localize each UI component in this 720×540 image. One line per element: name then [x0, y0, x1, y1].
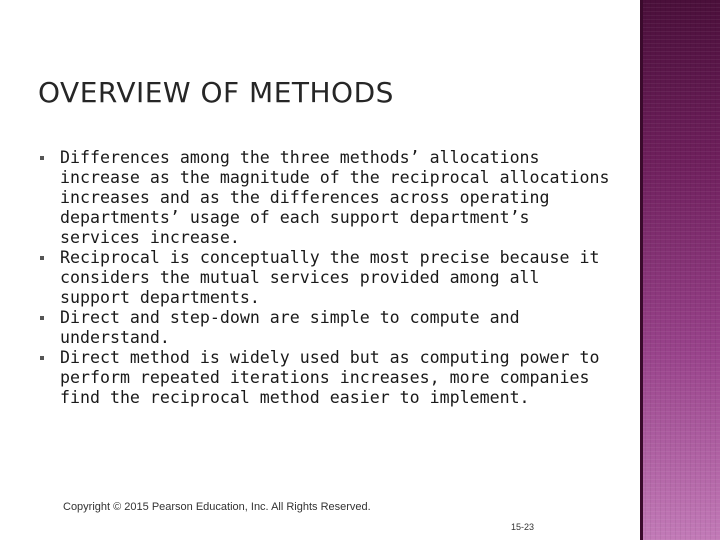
bullet-item — [40, 348, 615, 408]
bullet-text: Direct and step-down are simple to compute and understand. — [60, 308, 520, 347]
bullet-item — [40, 148, 615, 248]
copyright-notice: Copyright © 2015 Pearson Education, Inc. All Rights Reserved. — [63, 501, 371, 513]
bullet-square-icon — [40, 316, 44, 320]
bullet-text: Reciprocal is conceptually the most precise because it considers the mutual services provided among all support departments. — [60, 248, 600, 307]
side-panel-texture — [640, 0, 720, 540]
slide-title: OVERVIEW OF METHODS — [38, 76, 394, 109]
bullet-text: Direct method is widely used but as computing power to perform repeated iterations increases, more companies find the reciprocal method easier to implement. — [60, 348, 600, 407]
bullet-item — [40, 248, 615, 308]
page-number: 15-23 — [511, 522, 535, 532]
bullet-square-icon — [40, 356, 44, 360]
decorative-side-panel — [640, 0, 720, 540]
bullet-list — [40, 148, 615, 408]
bullet-square-icon — [40, 256, 44, 260]
side-panel-edge — [640, 0, 643, 540]
bullet-square-icon — [40, 156, 44, 160]
bullet-item — [40, 308, 615, 348]
bullet-text: Differences among the three methods’ allocations increase as the magnitude of the reciprocal allocations increases and as the differences across operating departments’ usage of each support department’s services increase. — [60, 148, 610, 247]
